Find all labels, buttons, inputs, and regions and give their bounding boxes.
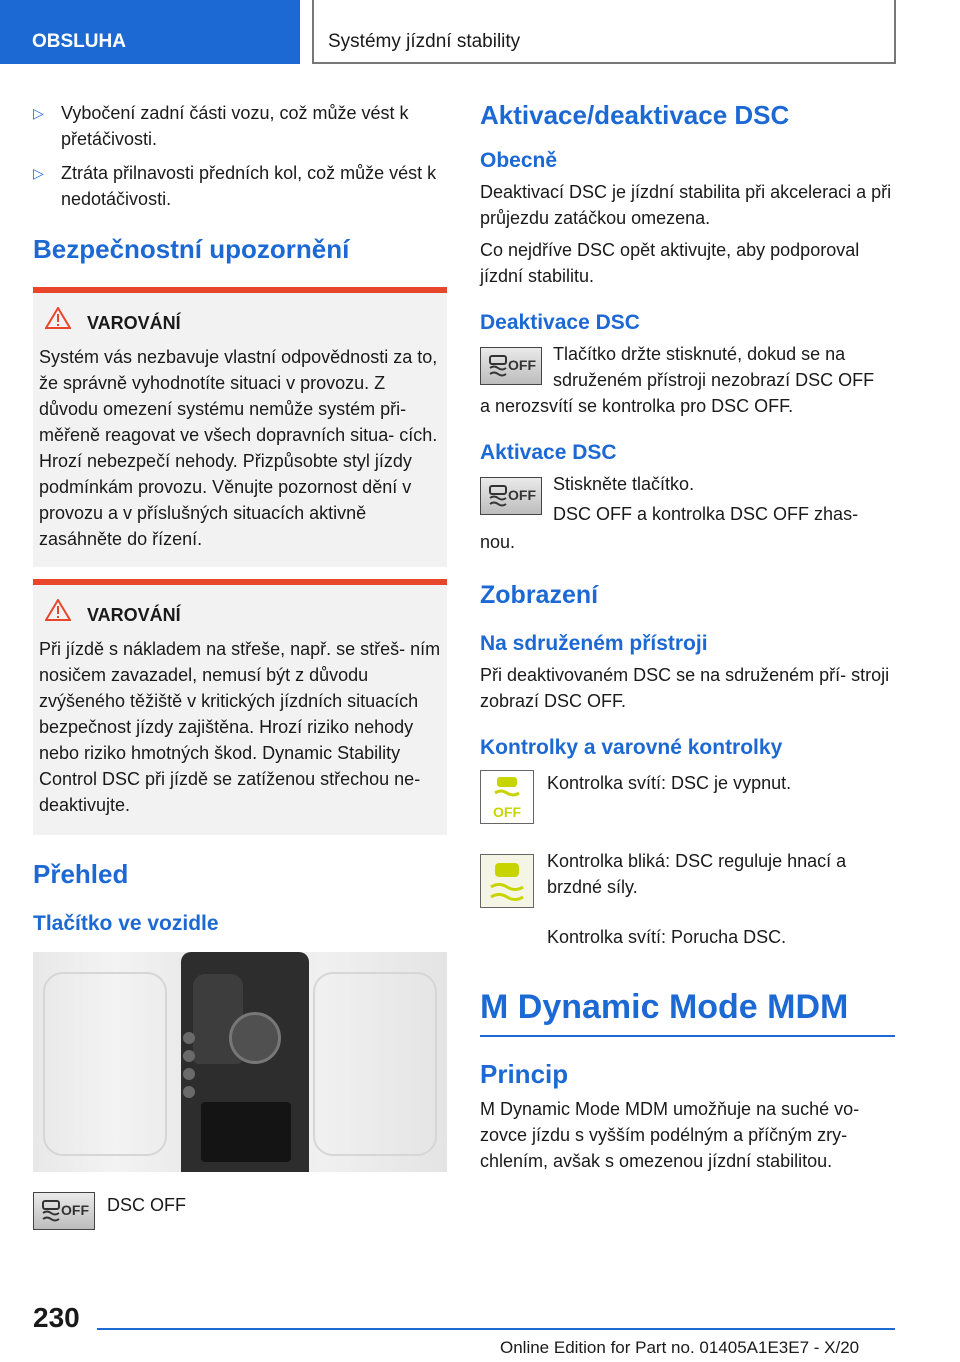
activation-heading: Aktivace DSC	[480, 441, 617, 464]
list-item: ▷ Vybočení zadní části vozu, což může vést k přetáčivosti.	[33, 100, 447, 152]
dsc-off-button-icon: OFF	[480, 347, 542, 385]
left-column	[33, 100, 447, 1232]
controller-knob	[229, 1012, 281, 1064]
section-rule	[480, 1035, 895, 1037]
mdm-heading: M Dynamic Mode MDM	[480, 988, 849, 1026]
deactivation-heading: Deaktivace DSC	[480, 311, 640, 334]
warning-triangle-icon	[45, 599, 79, 628]
vehicle-console-photo	[33, 952, 447, 1172]
dsc-off-button-icon: OFF	[33, 1192, 95, 1230]
cluster-heading: Na sdruženém přístroji	[480, 632, 708, 655]
dsc-off-lamp-icon	[480, 770, 534, 824]
footer-rule	[97, 1328, 895, 1330]
svg-text:OFF: OFF	[493, 804, 521, 820]
overview-heading: Přehled	[33, 859, 129, 889]
general-heading: Obecně	[480, 149, 558, 172]
button-heading: Tlačítko ve vozidle	[33, 912, 219, 935]
warning-triangle-icon	[45, 307, 79, 336]
warning-text: Systém vás nezbavuje vlastní odpovědnosti za to, že správně vyhodnotíte situaci v provozu. Z důvodu omezení systému nemůže systém při- měřeně reagovat ve všech dopravních situa- cích. Hrozí nebezpečí nehody. Přizpůsobte styl jízdy podmínkám provozu. Věnujte pozornost dění v provozu a v příslušných situacích aktivně zasáhněte do řízení.	[39, 347, 438, 549]
warning-box	[33, 579, 447, 835]
dsc-off-button-icon: OFF	[480, 477, 542, 515]
triangle-bullet-icon: ▷	[33, 105, 44, 121]
triangle-bullet-icon: ▷	[33, 165, 44, 181]
warning-text: Při jízdě s nákladem na střeše, např. se střeš- ním nosičem zavazadel, nemusí být z důvodu zvýšeného těžiště v kritických jízdních situacích bezpečnost jízdy zajištěna. Hrozí riziko nehody nebo riziko hmotných škod. Dynamic Stability Control DSC při jízdě se zatíženou střechou ne- deaktivujte.	[39, 639, 441, 815]
dsc-lamp-icon	[480, 854, 534, 908]
chapter-title: Systémy jízdní stability	[312, 0, 896, 64]
edition-text: Online Edition for Part no. 01405A1E3E7 - X/20	[500, 1338, 860, 1357]
main-heading: Aktivace/deaktivace DSC	[480, 100, 790, 130]
safety-heading: Bezpečnostní upozornění	[33, 234, 350, 264]
list-item: ▷ Ztráta přilnavosti předních kol, což může vést k nedotáčivosti.	[33, 160, 447, 212]
warning-title: VAROVÁNÍ	[87, 313, 181, 333]
page-number: 230	[33, 1302, 80, 1333]
section-tab: OBSLUHA	[0, 0, 300, 64]
warning-title: VAROVÁNÍ	[87, 605, 181, 625]
right-column: Aktivace/deaktivace DSC Obecně Deaktivací DSC je jízdní stabilita při akceleraci a při průjezdu zatáčkou omezena. Co nejdříve DSC opět aktivujte, aby podporoval jízdní stabilitu. Deaktivace DSC OFF Tlačítko držte stisknuté, dokud se na sdruženém přístroji nezobrazí DSC OFF a nerozsvítí se kontrolka pro DSC OFF. Aktivace DSC OFF Stiskněte tlačítko. DSC OFF a kontrolka DSC OFF zhas- nou. Zobrazení Na sdruženém přístroji Při deaktivovaném DSC se na sdruženém pří- stroji zobrazí DSC OFF. Kontrolky a varovné kontrolky OFF Kontrolka svítí: DSC je vypnut. Kontrolka bliká: DSC reguluje hnací a brzdné síly. Kontrolka svítí: Porucha DSC. M Dynamic Mode MDM Princip M Dynamic Mode MDM umožňuje na suché vo- zovce jízdu s vyšším podélným a příčným zry- chlením, avšak s omezenou jízdní stabilitou.	[480, 100, 895, 1174]
warning-box	[33, 287, 447, 567]
display-heading: Zobrazení	[480, 581, 599, 609]
principle-heading: Princip	[480, 1059, 569, 1089]
lamps-heading: Kontrolky a varovné kontrolky	[480, 736, 783, 759]
button-caption: DSC OFF	[107, 1195, 186, 1215]
